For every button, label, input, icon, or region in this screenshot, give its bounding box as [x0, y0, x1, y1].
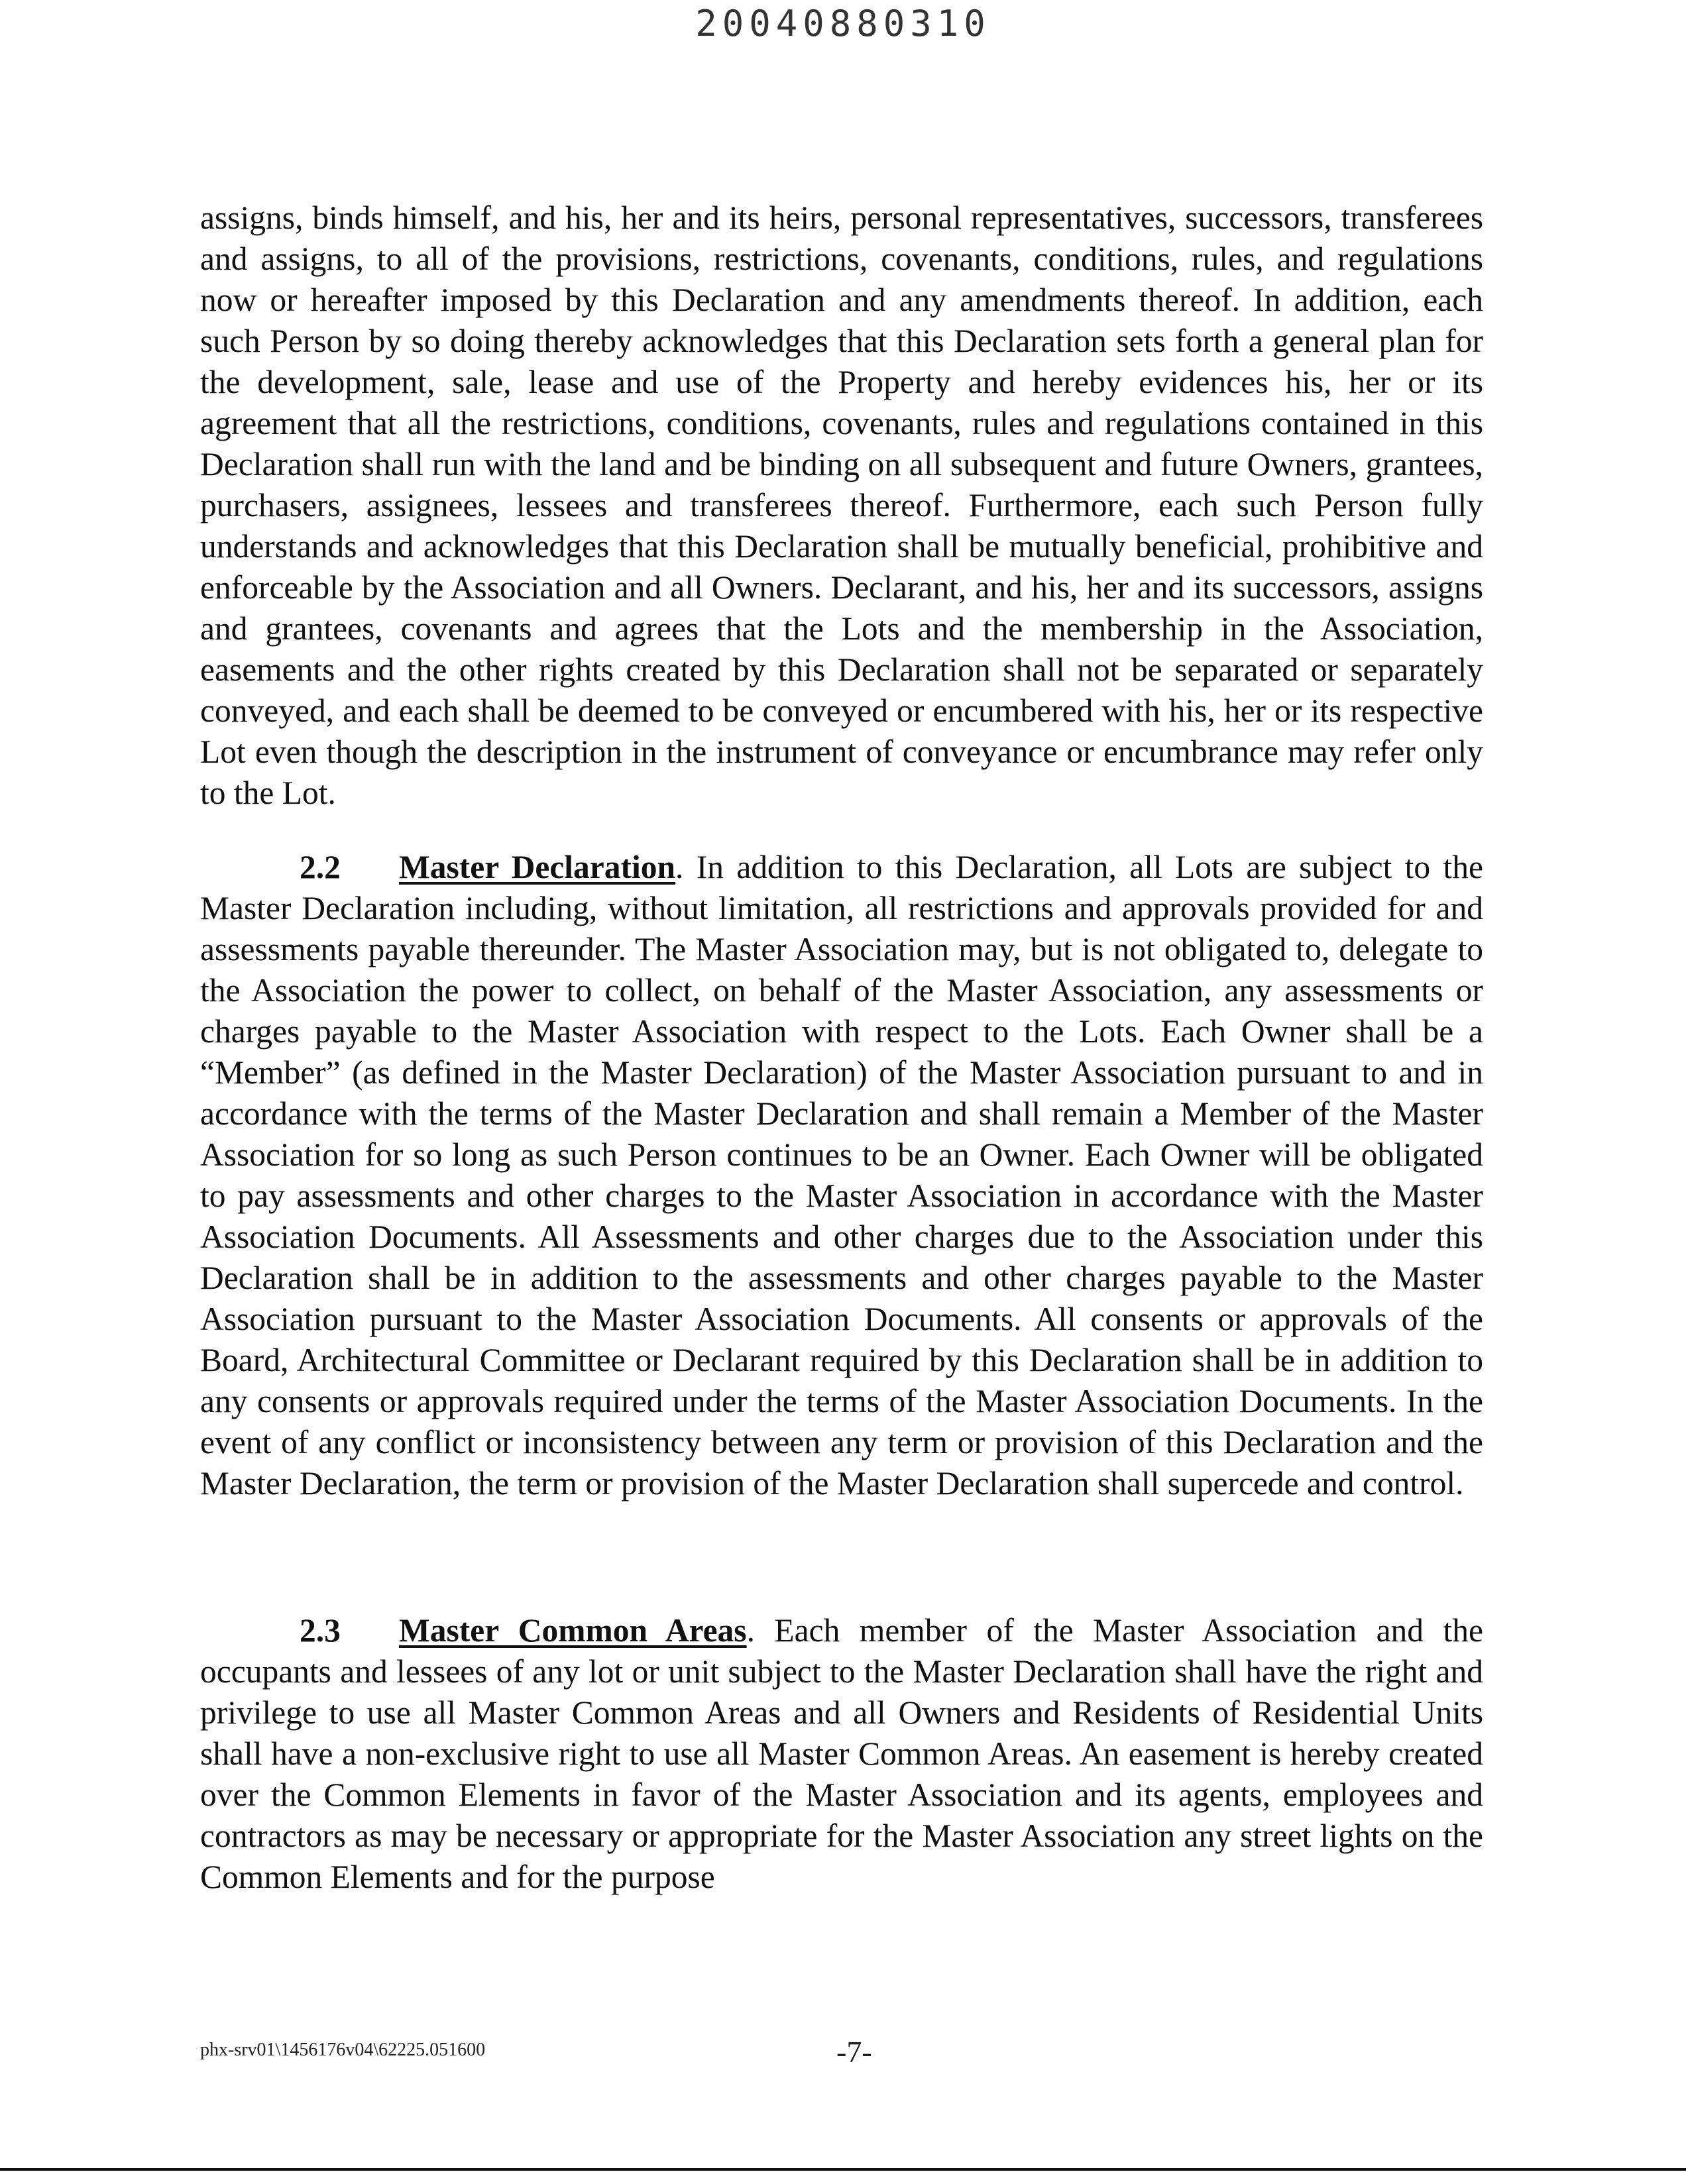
section-2-3	[200, 1610, 1483, 1898]
document-number: 20040880310	[695, 3, 991, 44]
section-number: 2.2	[300, 849, 341, 885]
page-number: -7-	[836, 2035, 872, 2069]
page-bottom-rule	[0, 2168, 1686, 2171]
section-number: 2.3	[300, 1612, 341, 1649]
paragraph-continued: assigns, binds himself, and his, her and its heirs, personal representatives, successors, transferees and assigns, to all of the provisions, restrictions, covenants, conditions, rules, and regulations now or hereafter imposed by this Declaration and any amendments thereof. In addition, each such Person by so doing thereby acknowledges that this Declaration sets forth a general plan for the development, sale, lease and use of the Property and hereby evidences his, her or its agreement that all the restrictions, conditions, covenants, rules and regulations contained in this Declaration shall run with the land and be binding on all subsequent and future Owners, grantees, purchasers, assignees, lessees and transferees thereof. Furthermore, each such Person fully understands and acknowledges that this Declaration shall be mutually beneficial, prohibitive and enforceable by the Association and all Owners. Declarant, and his, her and its successors, assigns and grantees, covenants and agrees that the Lots and the membership in the Association, easements and the other rights created by this Declaration shall not be separated or separately conveyed, and each shall be deemed to be conveyed or encumbered with his, her or its respective Lot even though the description in the instrument of conveyance or encumbrance may refer only to the Lot.	[200, 199, 1483, 811]
section-title: Master Declaration	[399, 849, 676, 885]
section-body: . Each member of the Master Association and the occupants and lessees of any lot or unit subject to the Master Declaration shall have the right and privilege to use all Master Common Areas and all Owners and Residents of Residential Units shall have a non-exclusive right to use all Master Common Areas. An easement is hereby created over the Common Elements in favor of the Master Association and its agents, employees and contractors as may be necessary or appropriate for the Master Association any street lights on the Common Elements and for the purpose	[200, 1612, 1483, 1895]
section-title: Master Common Areas	[399, 1612, 747, 1649]
section-body: . In addition to this Declaration, all Lots are subject to the Master Declaration including, without limitation, all restrictions and approvals provided for and assessments payable thereunder. The Master Association may, but is not obligated to, delegate to the Association the power to collect, on behalf of the Master Association, any assessments or charges payable to the Master Association with respect to the Lots. Each Owner shall be a “Member” (as defined in the Master Declaration) of the Master Association pursuant to and in accordance with the terms of the Master Declaration and shall remain a Member of the Master Association for so long as such Person continues to be an Owner. Each Owner will be obligated to pay assessments and other charges to the Master Association in accordance with the Master Association Documents. All Assessments and other charges due to the Association under this Declaration shall be in addition to the assessments and other charges payable to the Master Association pursuant to the Master Association Documents. All consents or approvals of the Board, Architectural Committee or Declarant required by this Declaration shall be in addition to any consents or approvals required under the terms of the Master Association Documents. In the event of any conflict or inconsistency between any term or provision of this Declaration and the Master Declaration, the term or provision of the Master Declaration shall supercede and control.	[200, 849, 1483, 1502]
footer-file-path: phx-srv01\1456176v04\62225.051600	[200, 2040, 486, 2060]
section-2-2	[200, 847, 1483, 1504]
